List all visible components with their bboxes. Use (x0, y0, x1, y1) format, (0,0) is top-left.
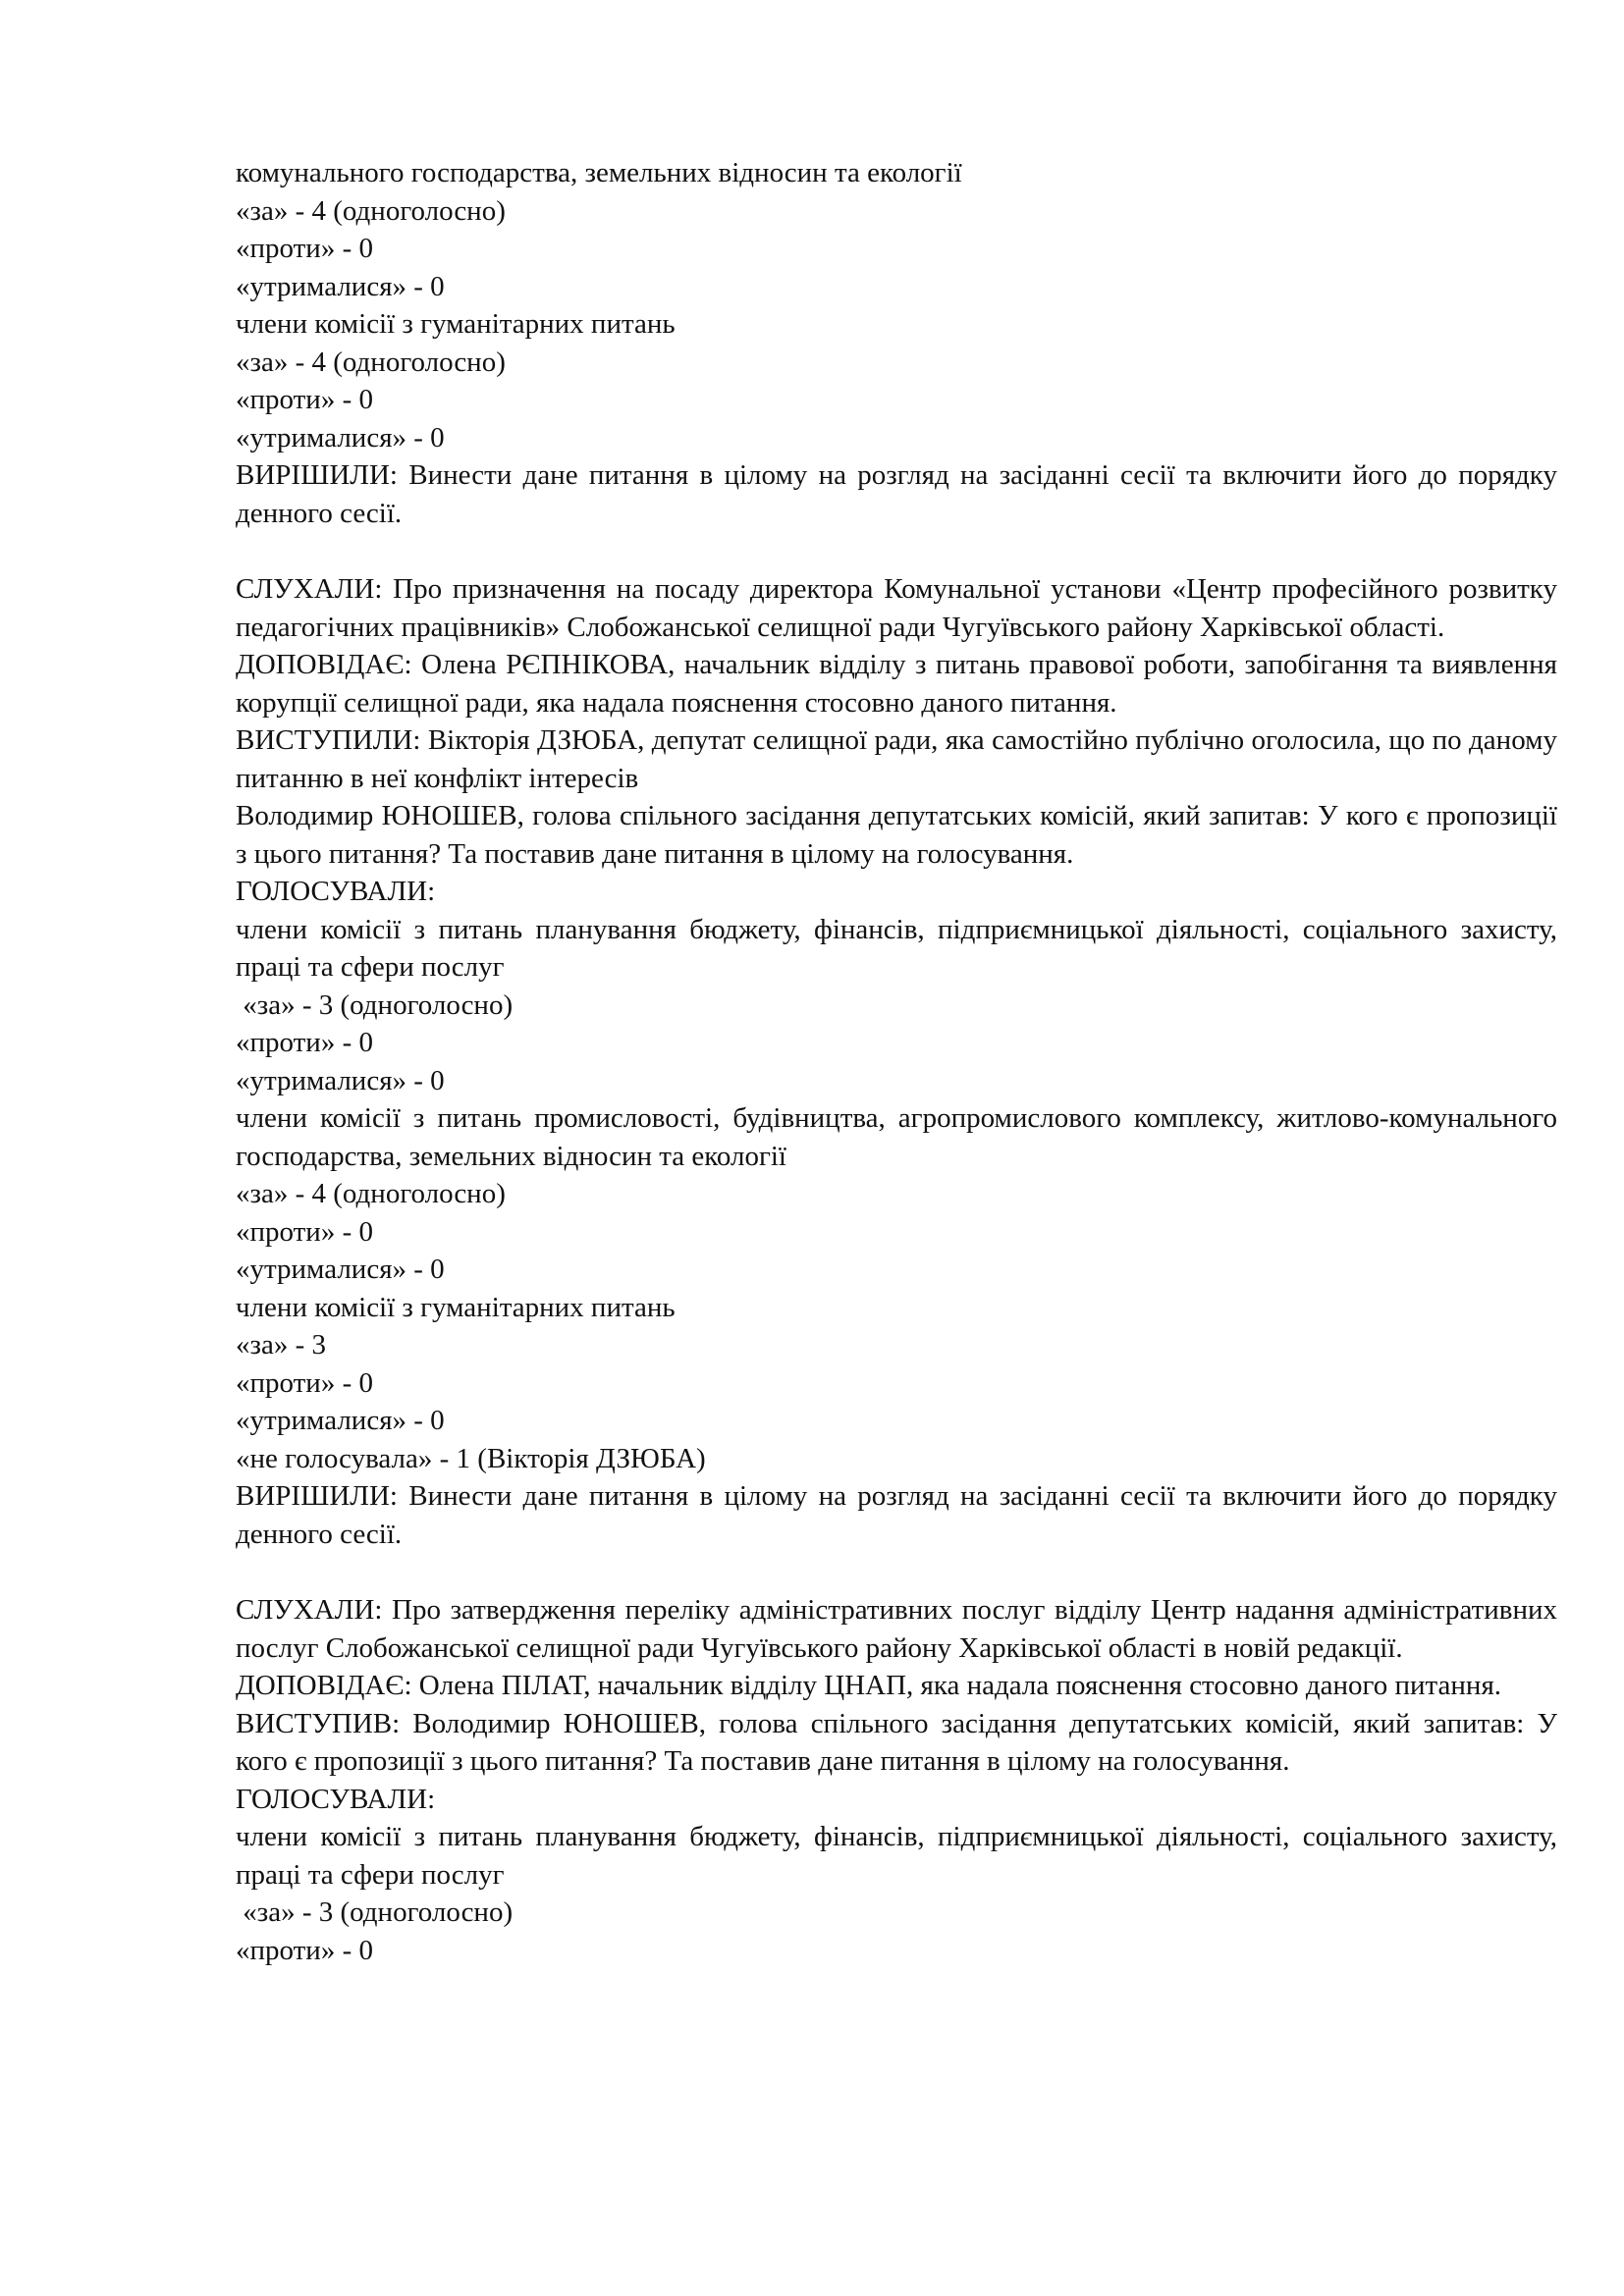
voting-heading: ГОЛОСУВАЛИ: (236, 876, 436, 907)
heard-paragraph: СЛУХАЛИ: Про призначення на посаду директора Комунальної установи «Центр професійного розвитку педагогічних працівників» Слобожанської селищної ради Чугуївського району Харківської області. (236, 573, 1557, 643)
decision-paragraph: ВИРІШИЛИ: Винести дане питання в цілому на розгляд на засіданні сесії та включити його до порядку денного сесії. (236, 459, 1557, 529)
text-line: комунального господарства, земельних відносин та екології (236, 157, 962, 188)
document-body (236, 154, 1557, 1969)
vote-for: «за» - 3 (236, 1329, 326, 1361)
decision-paragraph: ВИРІШИЛИ: Винести дане питання в цілому на розгляд на засіданні сесії та включити його до порядку денного сесії. (236, 1480, 1557, 1550)
vote-abstained: «утрималися» - 0 (236, 1405, 445, 1436)
heard-paragraph: СЛУХАЛИ: Про затвердження переліку адміністративних послуг відділу Центр надання адміністративних послуг Слобожанської селищної ради Чугуївського району Харківської області в новій редакції. (236, 1594, 1557, 1664)
vote-not-voted: «не голосувала» - 1 (Вікторія ДЗЮБА) (236, 1442, 706, 1474)
vote-for: «за» - 4 (одноголосно) (236, 1178, 506, 1209)
vote-for: «за» - 3 (одноголосно) (236, 1896, 514, 1928)
vote-against: «проти» - 0 (236, 1027, 373, 1058)
vote-for: «за» - 4 (одноголосно) (236, 194, 506, 227)
commission-heading: члени комісії з питань планування бюджету, фінансів, підприємницької діяльності, соціального захисту, праці та сфери послуг (236, 1821, 1557, 1891)
chair-paragraph: Володимир ЮНОШЕВ, голова спільного засідання депутатських комісій, який запитав: У кого є пропозиції з цього питання? Та поставив дане питання в цілому на голосування. (236, 800, 1557, 870)
voting-heading: ГОЛОСУВАЛИ: (236, 1783, 436, 1815)
vote-abstained: «утрималися» - 0 (236, 1254, 445, 1285)
vote-for: «за» - 4 (одноголосно) (236, 346, 506, 378)
vote-for: «за» - 3 (одноголосно) (236, 988, 514, 1021)
spoke-paragraph: ВИСТУПИЛИ: Вікторія ДЗЮБА, депутат селищної ради, яка самостійно публічно оголосила, що по даному питанню в неї конфлікт інтересів (236, 724, 1557, 794)
paragraph-gap (236, 1553, 1557, 1591)
spoke-paragraph: ВИСТУПИВ: Володимир ЮНОШЕВ, голова спільного засідання депутатських комісій, який запитав: У кого є пропозиції з цього питання? Та поставив дане питання в цілому на голосування. (236, 1707, 1557, 1777)
speaker-paragraph: ДОПОВІДАЄ: Олена РЄПНІКОВА, начальник відділу з питань правової роботи, запобігання та виявлення корупції селищної ради, яка надала пояснення стосовно даного питання. (236, 649, 1557, 719)
vote-against: «проти» - 0 (236, 233, 373, 264)
vote-abstained: «утрималися» - 0 (236, 270, 445, 302)
commission-heading: члени комісії з питань промисловості, будівництва, агропромислового комплексу, житлово-комунального господарства, земельних відносин та екології (236, 1102, 1557, 1172)
vote-abstained: «утрималися» - 0 (236, 1064, 445, 1096)
vote-against: «проти» - 0 (236, 384, 373, 415)
speaker-paragraph: ДОПОВІДАЄ: Олена ПІЛАТ, начальник відділу ЦНАП, яка надала пояснення стосовно даного питання. (236, 1670, 1502, 1701)
vote-abstained: «утрималися» - 0 (236, 421, 445, 454)
vote-against: «проти» - 0 (236, 1215, 373, 1248)
commission-heading: члени комісії з питань планування бюджету, фінансів, підприємницької діяльності, соціального захисту, праці та сфери послуг (236, 913, 1557, 983)
paragraph-gap (236, 532, 1557, 570)
vote-against: «проти» - 0 (236, 1934, 373, 1966)
commission-heading: члени комісії з гуманітарних питань (236, 1291, 676, 1323)
commission-heading: члени комісії з гуманітарних питань (236, 308, 676, 340)
vote-against: «проти» - 0 (236, 1366, 373, 1399)
